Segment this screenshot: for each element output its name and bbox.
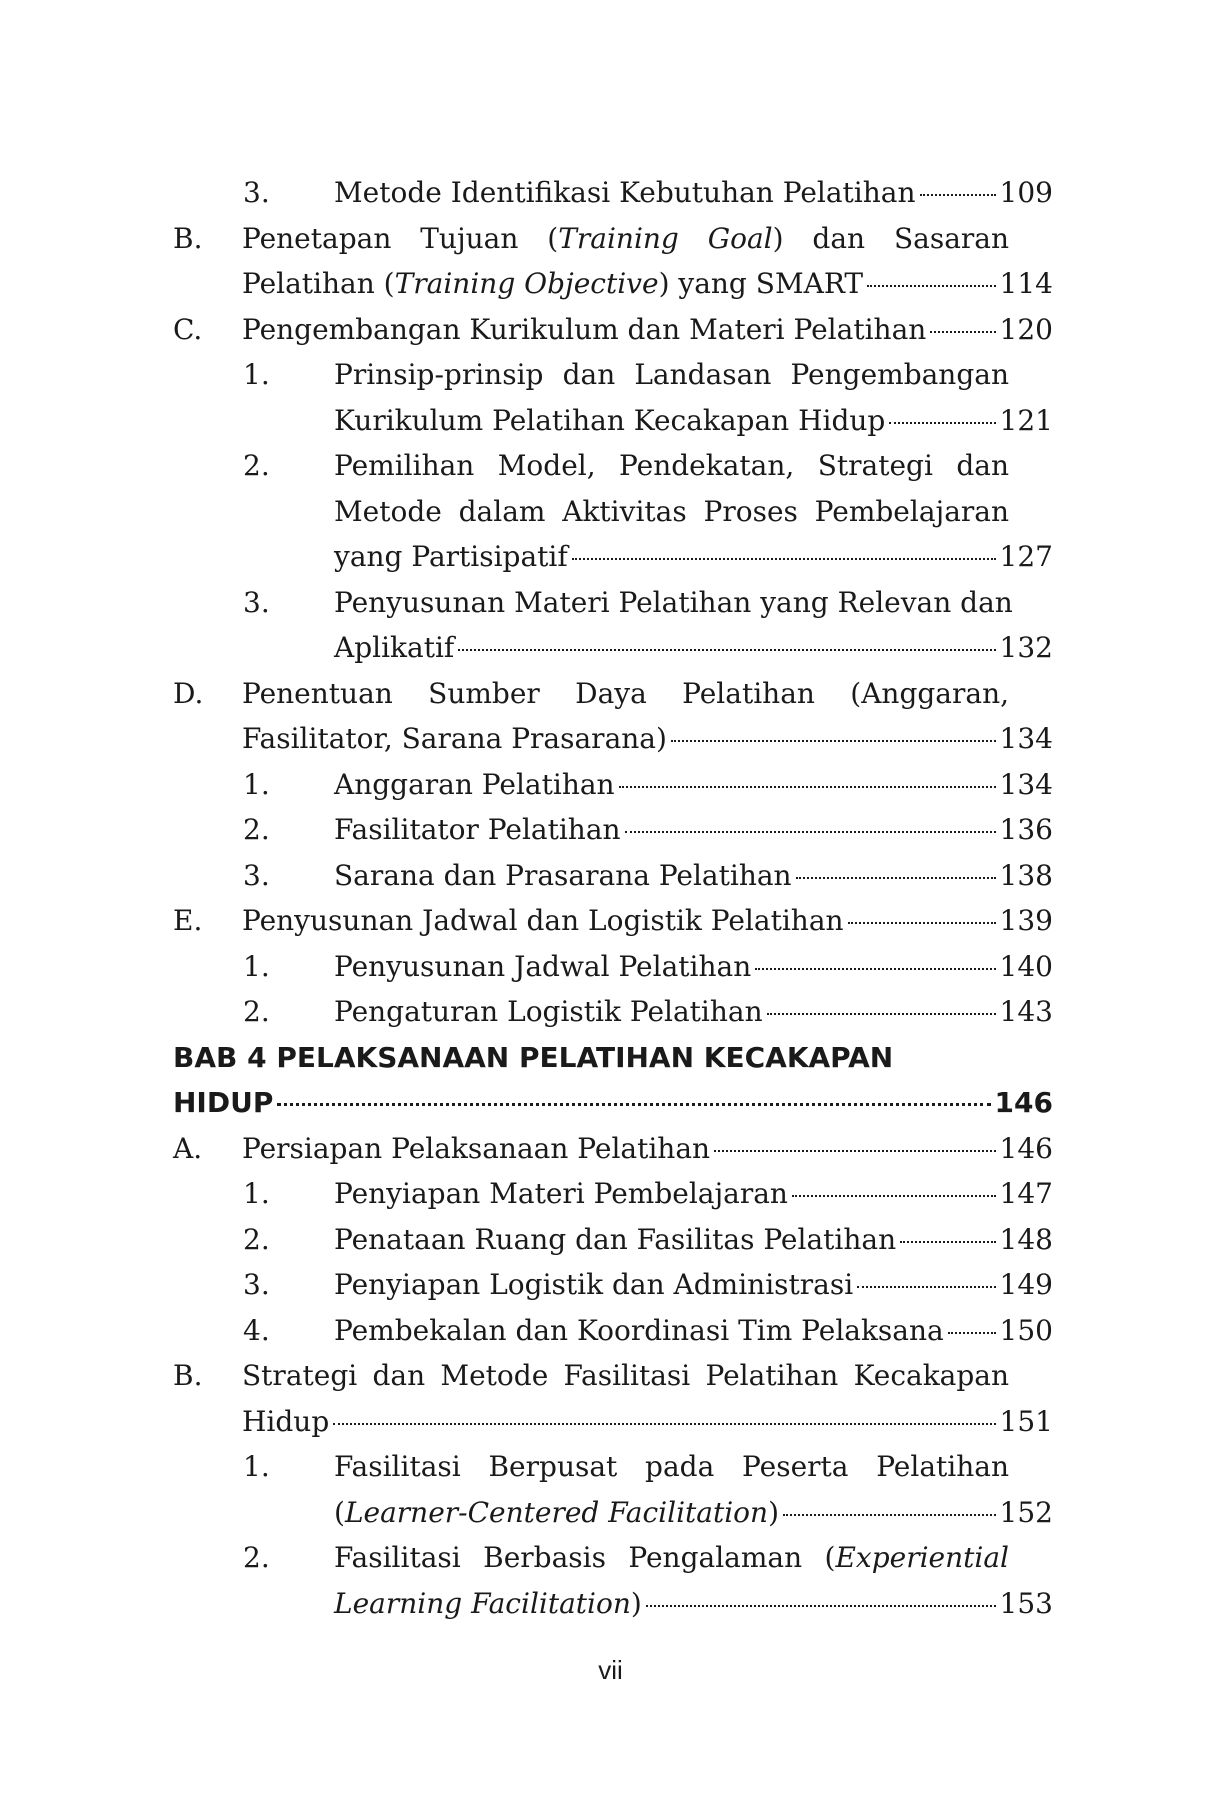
text-part: Pelatihan (: [242, 267, 395, 300]
entry-number: A.: [173, 1131, 203, 1165]
toc-entry: [0, 898, 1221, 944]
entry-text: Fasilitator, Sarana Prasarana): [242, 722, 667, 755]
italic-term: Training Objective: [394, 267, 659, 300]
page-number: 120: [999, 312, 1053, 346]
entry-text: Prinsip-prinsip dan Landasan Pengembangan: [334, 358, 1009, 391]
entry-text: Strategi dan Metode Fasilitasi Pelatihan Kecakapan: [242, 1359, 1009, 1392]
entry-title: [242, 1399, 1053, 1445]
entry-text: Penyiapan Materi Pembelajaran: [334, 1177, 788, 1210]
entry-title: [334, 398, 1053, 444]
page-number: 132: [999, 631, 1053, 664]
entry-number: B.: [173, 221, 203, 255]
dot-leader: [625, 831, 996, 833]
entry-number: 1.: [243, 949, 270, 983]
toc-entry: [0, 853, 1221, 899]
entry-text: [242, 261, 863, 307]
entry-text: Metode Identifikasi Kebutuhan Pelatihan: [334, 176, 916, 209]
italic-term: Experiential: [835, 1541, 1009, 1574]
page-number: 150: [999, 1313, 1053, 1347]
dot-leader: [619, 786, 996, 788]
entry-text: Pengaturan Logistik Pelatihan: [334, 995, 763, 1028]
toc-entry-continuation: [0, 398, 1221, 444]
dot-leader: [930, 331, 995, 333]
word: Tujuan: [420, 221, 519, 255]
entry-text: Penyusunan Jadwal Pelatihan: [334, 949, 752, 983]
entry-number: 1.: [243, 358, 270, 391]
text-part: Fasilitasi Berbasis Pengalaman (: [334, 1541, 836, 1574]
toc-entry: [0, 762, 1221, 808]
paren: ): [768, 1495, 780, 1529]
paren: (: [547, 221, 559, 255]
entry-number: 1.: [243, 767, 270, 801]
toc-entry: [0, 580, 1221, 626]
entry-number: 1.: [243, 1177, 270, 1210]
entry-text: Metode dalam Aktivitas Proses Pembelajaran: [334, 494, 1009, 528]
entry-title: [334, 625, 1053, 671]
entry-number: 3.: [243, 176, 270, 209]
entry-title: [334, 1262, 1053, 1308]
page-number: 146: [994, 1086, 1053, 1119]
toc-entry: [0, 671, 1221, 717]
entry-number: 2.: [243, 1541, 270, 1574]
toc-entry: [0, 989, 1221, 1035]
toc-entry: [0, 1444, 1221, 1490]
entry-title: [242, 261, 1053, 307]
dot-leader: [857, 1286, 995, 1288]
entry-number: D.: [173, 676, 204, 710]
entry-number: 3.: [243, 858, 270, 892]
entry-title: [242, 307, 1053, 353]
entry-text: Sarana dan Prasarana Pelatihan: [334, 858, 792, 892]
entry-text: Aplikatif: [334, 631, 455, 664]
page-number: 114: [999, 267, 1053, 300]
entry-text: Penyiapan Logistik dan Administrasi: [334, 1268, 854, 1301]
toc-entry: [0, 807, 1221, 853]
page-footer-number: vii: [598, 1655, 623, 1685]
chapter-text: HIDUP: [173, 1086, 274, 1119]
entry-number: 3.: [243, 1268, 270, 1301]
toc-entry-continuation: [0, 489, 1221, 535]
entry-title: [242, 216, 1009, 262]
entry-title: [334, 534, 1053, 580]
chapter-title: BAB 4 PELAKSANAAN PELATIHAN KECAKAPAN: [173, 1040, 894, 1074]
entry-number: 1.: [243, 1450, 270, 1483]
toc-entry-continuation: [0, 534, 1221, 580]
page-number: 153: [999, 1586, 1053, 1620]
page-number: 136: [999, 813, 1053, 846]
entry-text: Persiapan Pelaksanaan Pelatihan: [242, 1131, 711, 1165]
entry-title: [334, 1490, 1053, 1536]
dot-leader: [948, 1332, 996, 1334]
toc-entry: [0, 1353, 1221, 1399]
page-number: 127: [999, 540, 1053, 573]
toc-entry-continuation: [0, 1581, 1221, 1627]
toc-entry-continuation: [0, 716, 1221, 762]
toc-entry-continuation: [0, 1399, 1221, 1445]
dot-leader: [867, 285, 995, 287]
toc-entry: [0, 1217, 1221, 1263]
page-number: 152: [999, 1495, 1053, 1529]
toc-entry: [0, 1126, 1221, 1172]
dot-leader: [889, 422, 995, 424]
entry-title: [334, 944, 1053, 990]
dot-leader: [458, 649, 995, 651]
entry-text: yang Partisipatif: [334, 540, 568, 573]
chapter-heading-continuation: [0, 1080, 1221, 1126]
entry-text: Pemilihan Model, Pendekatan, Strategi dan: [334, 449, 1009, 482]
toc-entry: [0, 170, 1221, 216]
entry-text: Anggaran Pelatihan: [334, 767, 615, 801]
dot-leader: [646, 1605, 996, 1607]
dot-leader: [792, 1195, 996, 1197]
toc-entry: [0, 443, 1221, 489]
dot-leader: [848, 922, 996, 924]
entry-text: Kurikulum Pelatihan Kecakapan Hidup: [334, 403, 886, 437]
dot-leader: [796, 877, 996, 879]
toc-entry-continuation: [0, 1490, 1221, 1536]
page-number: 109: [999, 176, 1053, 209]
page-number: 149: [999, 1268, 1053, 1301]
italic-term: Learning Facilitation: [334, 1586, 631, 1620]
dot-leader: [277, 1103, 990, 1106]
entry-title: [334, 1217, 1053, 1263]
entry-number: 4.: [243, 1313, 270, 1347]
paren: ): [630, 1586, 642, 1620]
entry-text: Pengembangan Kurikulum dan Materi Pelatihan: [242, 312, 927, 346]
page-number: 134: [999, 722, 1053, 755]
entry-title: [242, 716, 1053, 762]
page-number: 138: [999, 858, 1053, 892]
dot-leader: [755, 968, 995, 970]
dot-leader: [333, 1423, 995, 1425]
italic-term: Learner-Centered Facilitation: [344, 1495, 769, 1529]
dot-leader: [900, 1241, 995, 1243]
text-part: ) yang SMART: [658, 267, 864, 300]
entry-text: [334, 1490, 779, 1536]
entry-number: C.: [173, 312, 203, 346]
entry-title: [334, 1171, 1053, 1217]
entry-text: Penyusunan Jadwal dan Logistik Pelatihan: [242, 904, 844, 937]
toc-entry: [0, 1535, 1221, 1581]
page-number: 151: [999, 1404, 1053, 1438]
dot-leader: [572, 558, 996, 560]
word: dan: [812, 221, 866, 255]
dot-leader: [714, 1150, 995, 1152]
dot-leader: [920, 194, 996, 196]
entry-number: E.: [173, 904, 203, 937]
page-number: 121: [999, 403, 1053, 437]
entry-number: 2.: [243, 813, 270, 846]
entry-number: B.: [173, 1359, 203, 1392]
paren: (: [334, 1495, 345, 1529]
toc-entry: [0, 1308, 1221, 1354]
toc-entry: [0, 1262, 1221, 1308]
table-of-contents: [0, 170, 1221, 1626]
page-number: 140: [999, 949, 1053, 983]
entry-number: 2.: [243, 449, 270, 482]
entry-title: [242, 898, 1053, 944]
toc-entry-continuation: [0, 261, 1221, 307]
entry-number: 3.: [243, 585, 270, 619]
page-number: 143: [999, 995, 1053, 1028]
italic-term: Training Goal: [558, 221, 773, 255]
dot-leader: [783, 1514, 996, 1516]
entry-title: [334, 1581, 1053, 1627]
entry-title: [334, 1308, 1053, 1354]
toc-entry: [0, 216, 1221, 262]
entry-title: [334, 170, 1053, 216]
page-number: 147: [999, 1177, 1053, 1210]
dot-leader: [671, 740, 996, 742]
entry-title: [334, 762, 1053, 808]
page-number: 134: [999, 767, 1053, 801]
entry-text: [334, 1581, 642, 1627]
entry-title: [334, 853, 1053, 899]
word: Sasaran: [893, 221, 1010, 255]
page-number: 148: [999, 1222, 1053, 1256]
entry-title: [334, 807, 1053, 853]
toc-entry-continuation: [0, 625, 1221, 671]
entry-text: Penataan Ruang dan Fasilitas Pelatihan: [334, 1222, 897, 1256]
word: [547, 222, 783, 255]
entry-text: Hidup: [242, 1404, 330, 1438]
chapter-title: [173, 1080, 1053, 1126]
entry-number: 2.: [243, 995, 270, 1028]
chapter-heading: [0, 1035, 1221, 1081]
entry-text: Fasilitator Pelatihan: [334, 813, 621, 846]
entry-title: [242, 1126, 1053, 1172]
page-number: 146: [999, 1131, 1053, 1165]
entry-text: Penentuan Sumber Daya Pelatihan (Anggaran,: [242, 676, 1009, 710]
entry-number: 2.: [243, 1222, 270, 1256]
entry-title: [334, 989, 1053, 1035]
toc-entry: [0, 1171, 1221, 1217]
entry-text: Fasilitasi Berpusat pada Peserta Pelatihan: [334, 1450, 1009, 1483]
entry-text: [334, 1535, 1009, 1581]
toc-entry: [0, 352, 1221, 398]
toc-entry: [0, 944, 1221, 990]
word: Penetapan: [242, 221, 392, 255]
page-number: 139: [999, 904, 1053, 937]
toc-entry: [0, 307, 1221, 353]
paren: ): [772, 221, 784, 255]
dot-leader: [767, 1013, 996, 1015]
entry-text: Penyusunan Materi Pelatihan yang Relevan dan: [334, 585, 1013, 619]
entry-text: Pembekalan dan Koordinasi Tim Pelaksana: [334, 1313, 944, 1347]
